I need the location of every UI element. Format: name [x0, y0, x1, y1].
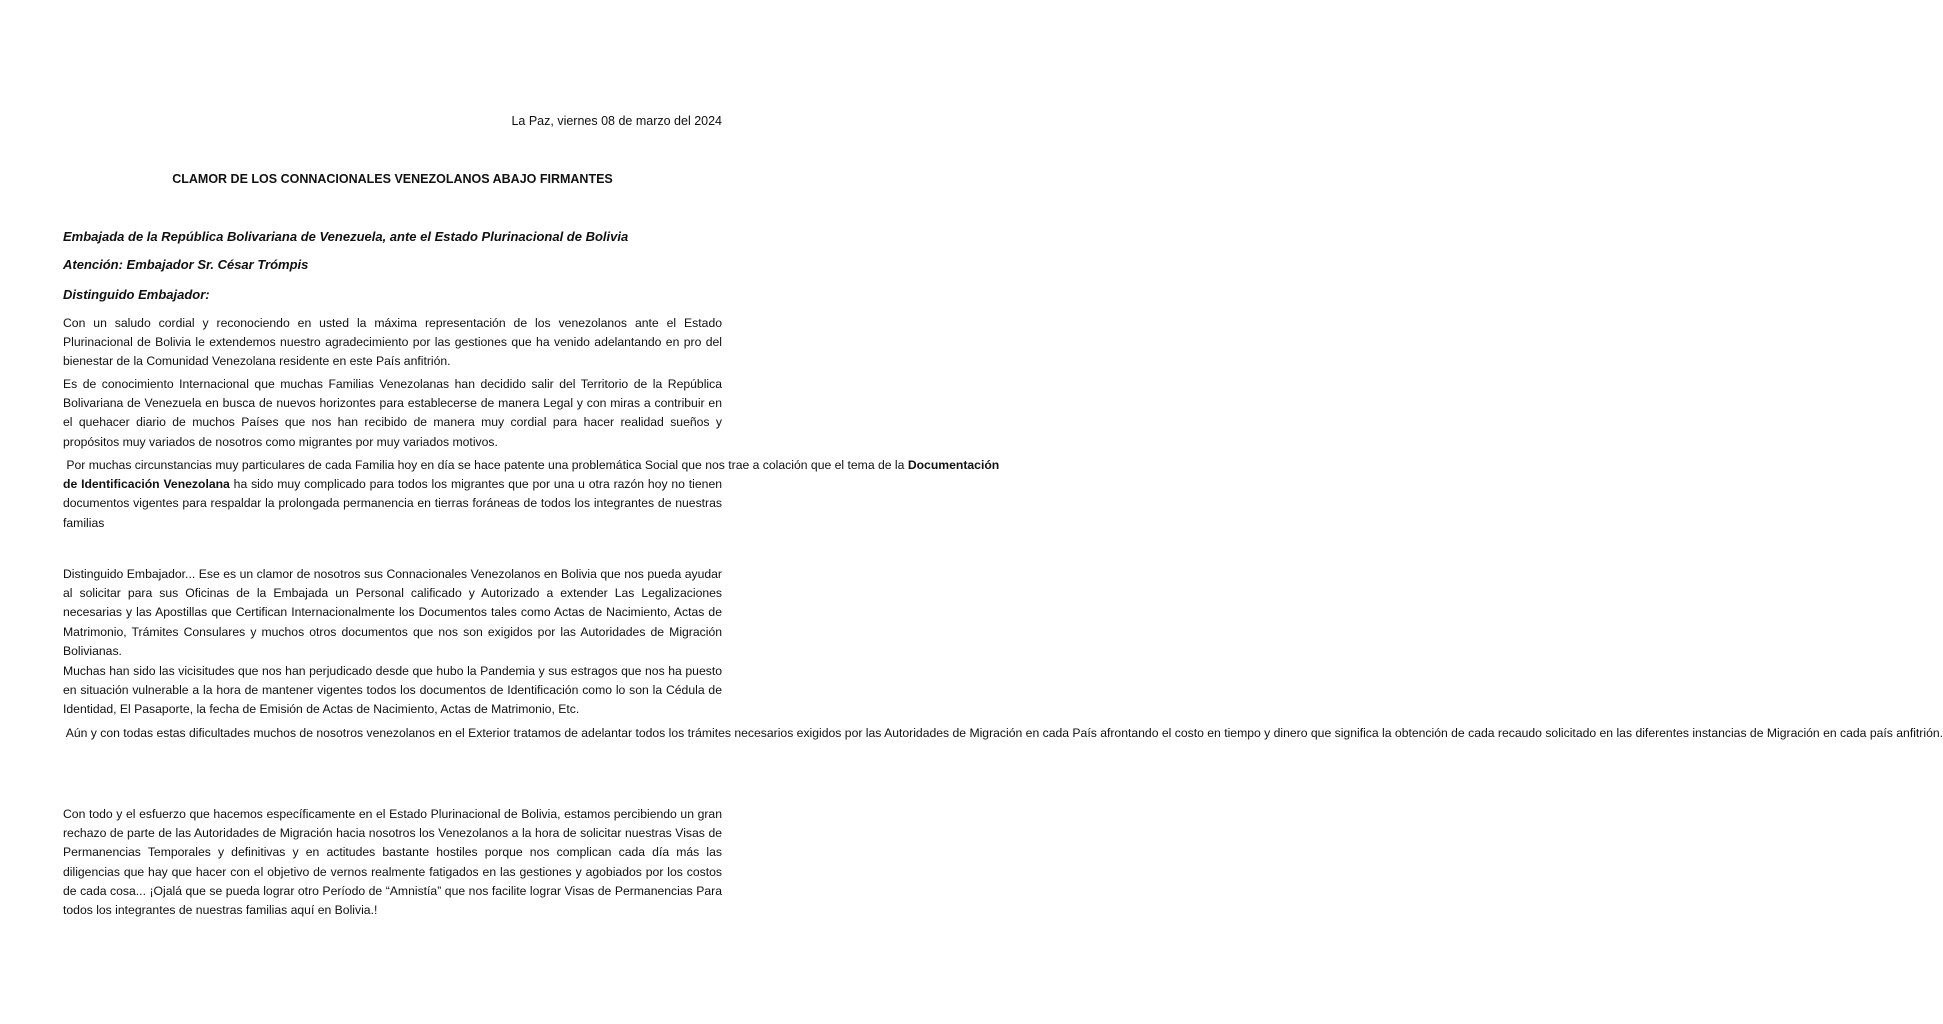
paragraph-3 — [63, 456, 1000, 533]
letter-date: La Paz, viernes 08 de marzo del 2024 — [511, 114, 722, 128]
paragraph-3-start: Por muchas circunstancias muy particulares de cada Familia hoy en día se hace patente una problemática Social que nos trae a colación que el tema de la — [63, 458, 908, 472]
greeting-line: Distinguido Embajador: — [63, 287, 210, 302]
paragraph-1: Con un saludo cordial y reconociendo en usted la máxima representación de los venezolanos ante el Estado Plurinacional de Bolivia le extendemos nuestro agradecimiento por las gestiones que ha venido adelantando en pro del bienestar de la Comunidad Venezolana residente en este País anfitrión. — [63, 316, 722, 369]
paragraph-5: Muchas han sido las vicisitudes que nos han perjudicado desde que hubo la Pandemia y sus estragos que nos ha puesto en situación vulnerable a la hora de mantener vigentes todos los documentos de Identificación como lo son la Cédula de Identidad, El Pasaporte, la fecha de Emisión de Actas de Nacimiento, Actas de Matrimonio, Etc. — [63, 664, 722, 717]
paragraph-2: Es de conocimiento Internacional que muchas Familias Venezolanas han decidido salir del Territorio de la República Bolivariana de Venezuela en busca de nuevos horizontes para establecerse de manera Legal y con miras a contribuir en el quehacer diario de muchos Países que nos han recibido de manera muy cordial para hacer realidad sueños y propósitos muy variados de nosotros como migrantes por muy variados motivos. — [63, 377, 722, 449]
attention-line: Atención: Embajador Sr. César Trómpis — [63, 257, 309, 272]
paragraph-6 — [63, 724, 1943, 743]
paragraph-3-bold-phrase: Documentación de Identificación Venezolana — [63, 458, 1000, 492]
letter-title: CLAMOR DE LOS CONNACIONALES VENEZOLANOS ABAJO FIRMANTES — [172, 172, 613, 186]
paragraph-6-text: Aún y con todas estas dificultades muchos de nosotros venezolanos en el Exterior tratamos de adelantar todos los trámites necesarios exigidos por las Autoridades de Migración en cada País afrontando el costo en tiempo y dinero que significa la obtención de cada recaudo solicitado en las diferentes instancias de Migración en cada país anfitrión. — [63, 726, 1943, 740]
paragraph-4: Distinguido Embajador... Ese es un clamor de nosotros sus Connacionales Venezolanos en Bolivia que nos pueda ayudar al solicitar para sus Oficinas de la Embajada un Personal calificado y Autorizado a extender Las Legalizaciones necesarias y las Apostillas que Certifican Internacionalmente los Documentos tales como Actas de Nacimiento, Actas de Matrimonio, Trámites Consulares y muchos otros documentos que nos son exigidos por las Autoridades de Migración Bolivianas. — [63, 567, 722, 658]
paragraph-3-end: ha sido muy complicado para todos los migrantes que por una u otra razón hoy no tienen documentos vigentes para respaldar la prolongada permanencia en tierras foráneas de todos los integrantes de nuestras familias — [63, 477, 722, 530]
paragraph-7: Con todo y el esfuerzo que hacemos específicamente en el Estado Plurinacional de Bolivia, estamos percibiendo un gran rechazo de parte de las Autoridades de Migración hacia nosotros los Venezolanos a la hora de solicitar nuestras Visas de Permanencias Temporales y definitivas y en actitudes bastante hostiles porque nos complican cada día más las diligencias que hay que hacer con el objetivo de vernos realmente fatigados en las gestiones y agobiados por los costos de cada cosa... ¡Ojalá que se pueda lograr otro Período de “Amnistía” que nos facilite lograr Visas de Permanencias Para todos los integrantes de nuestras familias aquí en Bolivia.! — [63, 807, 722, 918]
recipient-line: Embajada de la República Bolivariana de Venezuela, ante el Estado Plurinacional de Bolivia — [63, 229, 629, 244]
